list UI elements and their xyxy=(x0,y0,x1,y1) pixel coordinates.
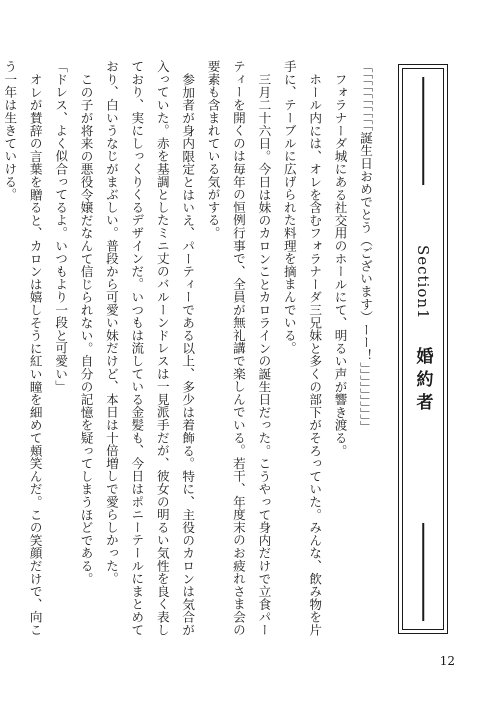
paragraph: この子が将来の悪役令嬢だなんて信じられない。自分の記憶を疑ってしまうほどである。 xyxy=(78,72,94,585)
section-top-rule xyxy=(422,77,424,185)
chapter-title: 婚約者 xyxy=(412,347,433,416)
section-bottom-rule xyxy=(422,523,424,621)
section-label: Section1 xyxy=(414,245,432,320)
section-header-box xyxy=(398,64,448,634)
paragraph: 参加者が身内限定とはいえ、パーティーである以上、多少は着飾る。特に、主役のカロンは気合が入っていた。赤を基調としたミニ丈のバルーンドレスは一見派手だが、彼女の明るい気性を良く表しており、実にしっくりくるデザインだ。いつもは流している金髪も、今日はポニーテールにまとめており、白いうなじがまぶしい。普段から可愛い妹だけど、本日は十倍増しで愛らしかった。 xyxy=(103,60,196,636)
paragraph: ホール内には、オレを含むフォラナーダ三兄妹と多くの部下がそろっていた。みんな、飲み物を片手に、テーブルに広げられた料理を摘まんでいる。 xyxy=(281,60,323,636)
paragraph: 三月二十六日。今日は妹のカロンことカロラインの誕生日だった。こうやって身内だけで立食パーティーを開くのは毎年の恒例行事で、全員が無礼講で楽しんでいる。若干、年度末のお疲れさま会の要素も含まれている気がする。 xyxy=(205,60,272,636)
body-text xyxy=(2,60,378,640)
paragraph: オレが賛辞の言葉を贈ると、カロンは嬉しそうに紅い瞳を細めて頬笑んだ。この笑顔だけで、向こう一年は生きていける。 xyxy=(2,60,43,636)
paragraph: フォラナーダ城にある社交用のホールにて、明るい声が響き渡る。 xyxy=(332,72,348,457)
paragraph: 「ドレス、よく似合ってるよ。いつもより一段と可愛い」 xyxy=(53,60,69,393)
page-number: 12 xyxy=(439,654,455,668)
paragraph: 「「「「「「「「「「誕生日おめでとう（ございます）ーー！」」」」」」」」」」 xyxy=(358,60,373,433)
